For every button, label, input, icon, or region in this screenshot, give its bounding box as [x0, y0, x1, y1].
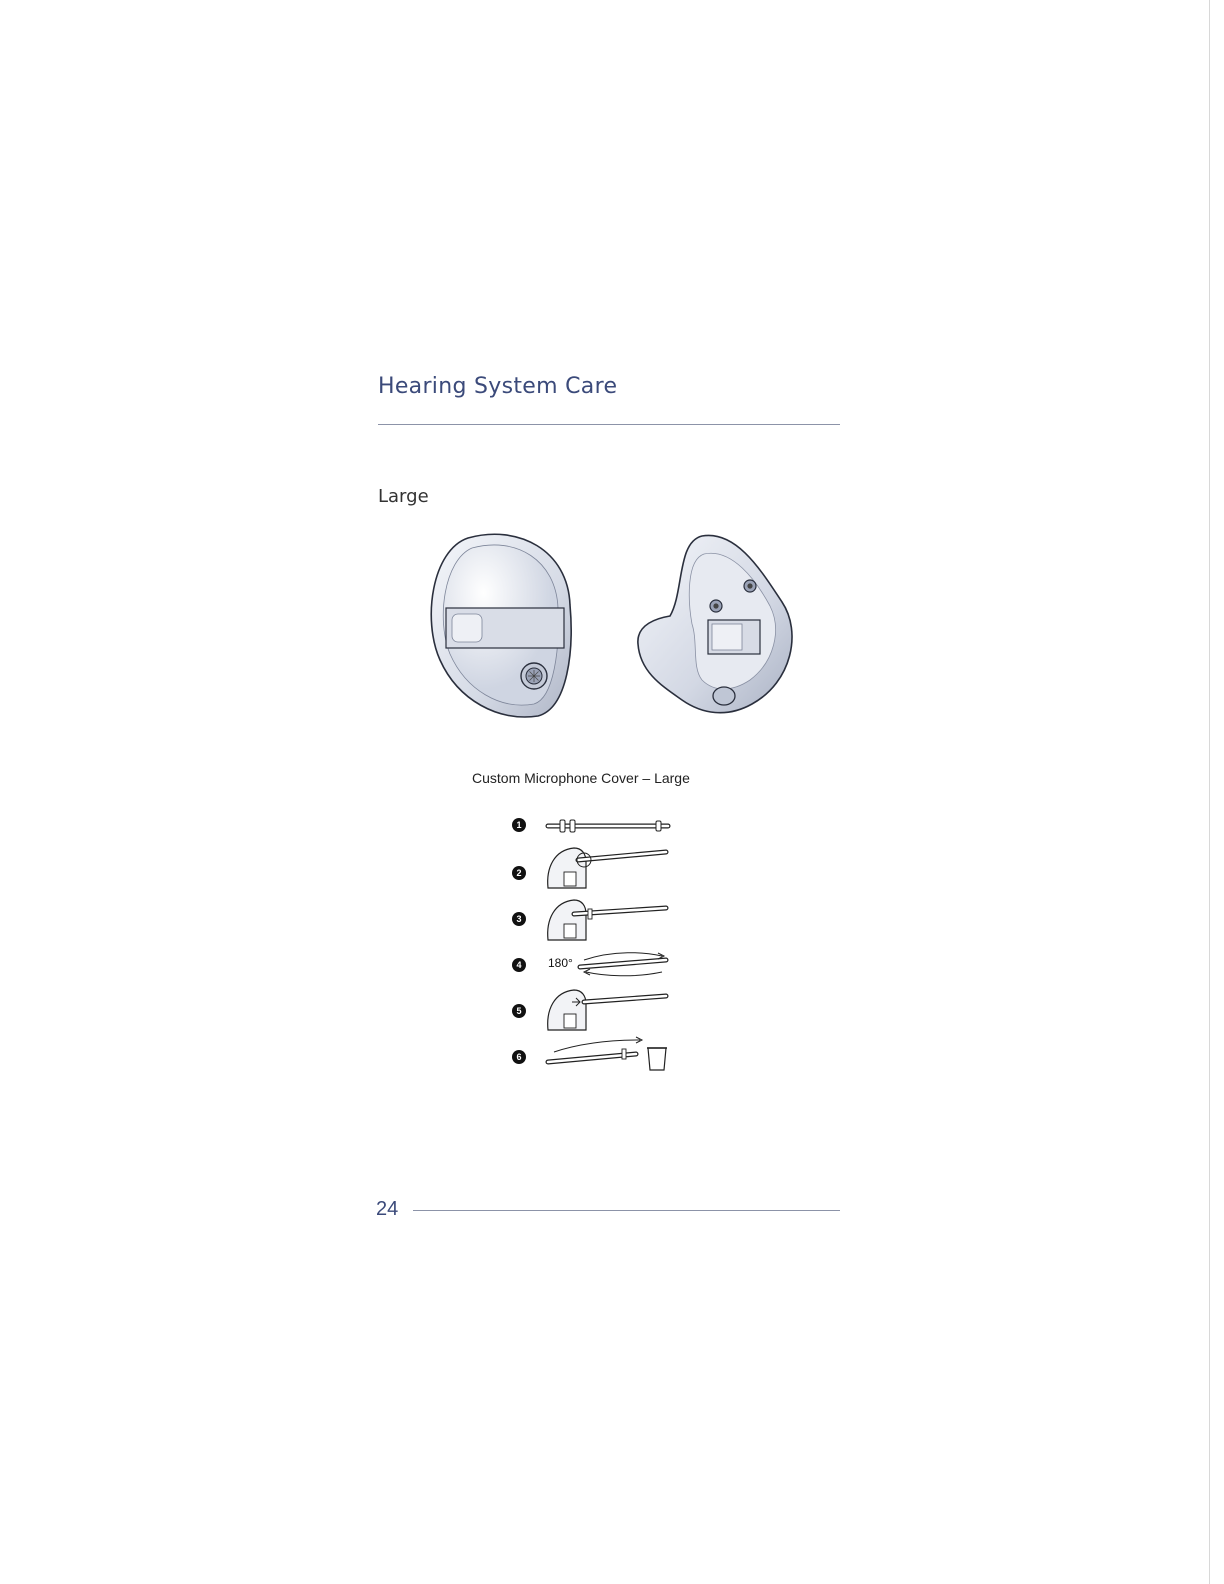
step-2-number: 2: [512, 866, 526, 880]
step-4-rotate-tool-illustration: [544, 950, 674, 980]
step-3-engage-tool-illustration: [544, 896, 674, 942]
hearing-aid-front-illustration: [428, 530, 578, 720]
header-rule: [378, 424, 840, 425]
step-5-remove-cover-illustration: [544, 986, 674, 1032]
figure-caption: Custom Microphone Cover – Large: [472, 770, 690, 786]
footer-rule: [413, 1210, 840, 1211]
trash-bin-icon: [648, 1048, 666, 1070]
step-1-cleaning-tool-illustration: [544, 816, 674, 836]
page-number: 24: [376, 1198, 399, 1220]
step-6-dispose-illustration: [544, 1036, 674, 1076]
step-3-number: 3: [512, 912, 526, 926]
step-4-rotation-label: 180°: [548, 956, 573, 970]
step-5-number: 5: [512, 1004, 526, 1018]
step-4-number: 4: [512, 958, 526, 972]
section-label: Large: [378, 486, 429, 507]
hearing-aid-faceplate-illustration: [632, 532, 798, 718]
page-title: Hearing System Care: [378, 374, 618, 399]
step-1-number: 1: [512, 818, 526, 832]
step-6-number: 6: [512, 1050, 526, 1064]
page-edge: [1209, 0, 1210, 1584]
step-2-insert-tool-illustration: [544, 844, 674, 890]
